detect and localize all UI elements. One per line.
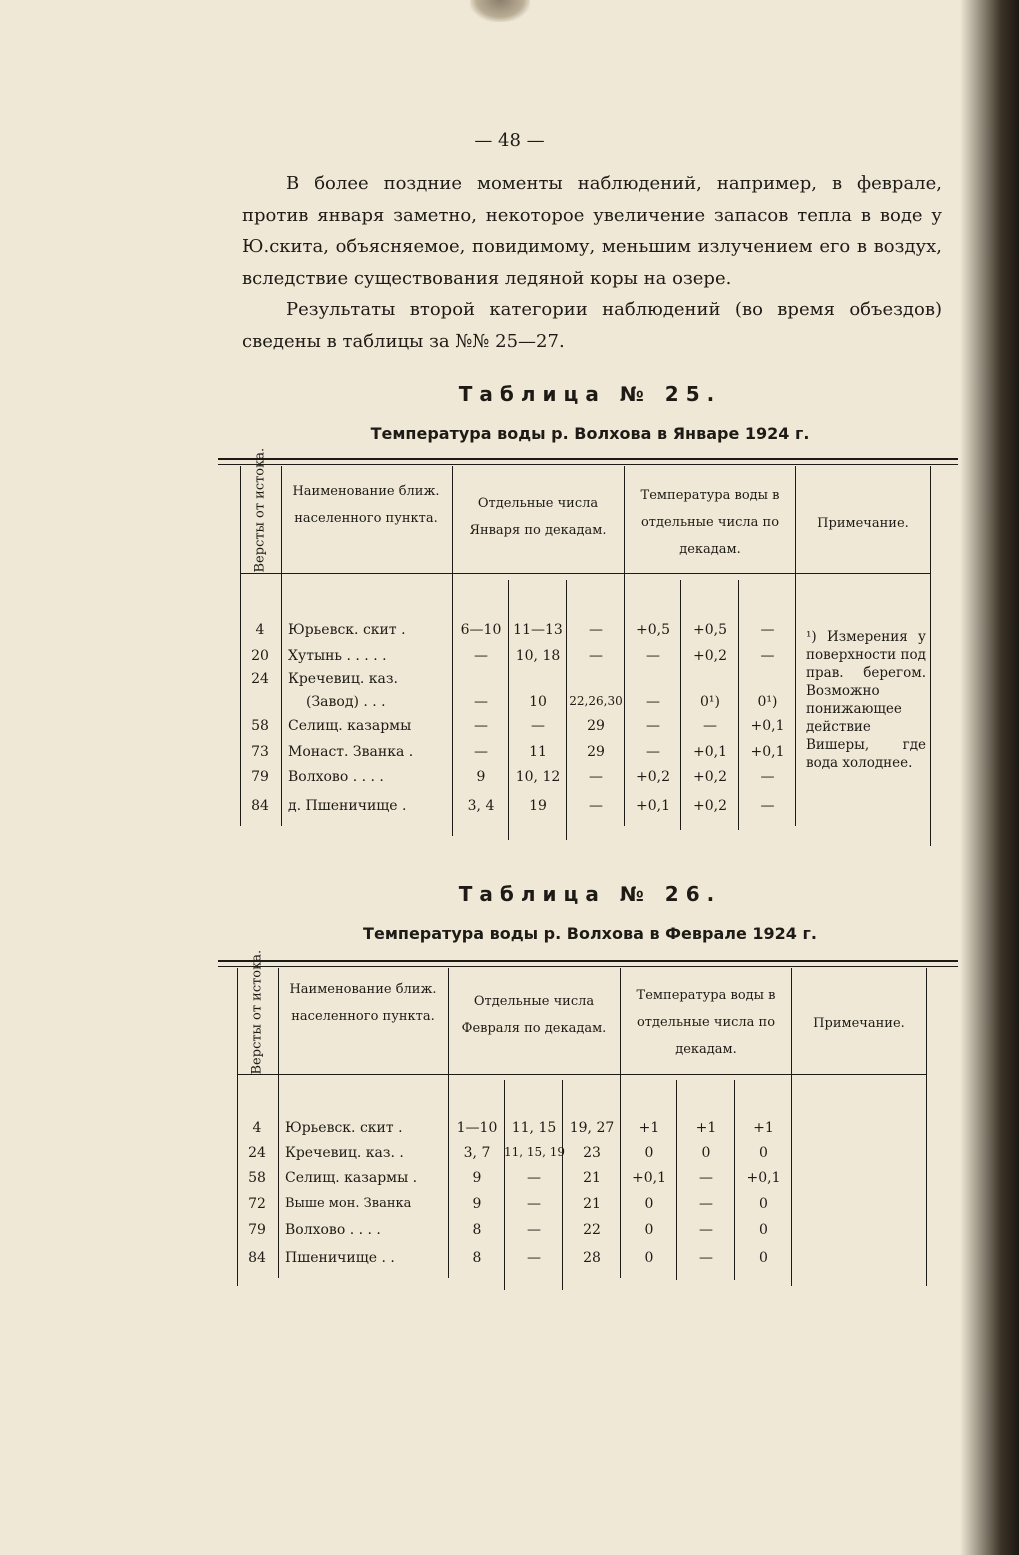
cell-versts: 72	[248, 1196, 266, 1212]
cell-day-1: 6—10	[460, 622, 502, 638]
table26-header-days: Отдельные числа Февраля по декадам.	[461, 994, 607, 1036]
page-edge-notch	[470, 0, 530, 22]
cell-day-2: 10	[529, 694, 547, 710]
cell-temp-1: 0	[644, 1145, 654, 1161]
table26-row	[0, 1120, 1019, 1146]
table26-row	[0, 1222, 1019, 1248]
cell-day-2: 11—13	[513, 622, 563, 638]
cell-temp-1: —	[646, 744, 660, 760]
table26-header-versts: Версты от истока.	[249, 949, 265, 1075]
cell-temp-2: +1	[695, 1120, 717, 1136]
table25-top-rule	[218, 458, 958, 460]
paragraph-1: В более поздние моменты наблюдений, например, в феврале, против января заметно, некоторое увеличение запасов тепла в воде у Ю.скита, объясняемое, повидимому, меньшим излучением его в воздух, вследствие существования ледяной коры на озере.	[242, 173, 942, 289]
cell-temp-3: 0	[759, 1250, 768, 1266]
cell-day-2: 10, 12	[515, 769, 561, 785]
cell-name: Хутынь . . . . .	[288, 648, 387, 664]
cell-day-1: —	[474, 718, 488, 734]
cell-versts: 84	[248, 1250, 266, 1266]
table25-header-rule	[240, 573, 930, 574]
cell-day-3: 22	[583, 1222, 601, 1238]
cell-versts: 58	[251, 718, 269, 734]
cell-temp-1: +1	[638, 1120, 660, 1136]
table26-row	[0, 1196, 1019, 1222]
cell-day-2: —	[527, 1250, 541, 1266]
cell-day-3: 22,26,30	[569, 694, 623, 708]
table25-row	[0, 798, 1019, 824]
cell-day-2: —	[527, 1170, 541, 1186]
cell-temp-2: +0,1	[693, 744, 727, 760]
cell-day-1: 3, 7	[463, 1145, 491, 1161]
cell-day-1: 9	[476, 769, 486, 785]
cell-temp-3: +0,1	[750, 718, 785, 734]
table26-header-rule	[237, 1074, 927, 1075]
cell-day-3: 28	[583, 1250, 601, 1266]
cell-versts: 4	[255, 622, 265, 638]
cell-name: Юрьевск. скит .	[285, 1120, 403, 1136]
cell-temp-1: +0,1	[632, 1170, 666, 1186]
cell-day-3: 29	[587, 744, 605, 760]
cell-day-3: 21	[583, 1196, 601, 1212]
cell-name: Монаст. Званка .	[288, 744, 414, 760]
table26-row	[0, 1170, 1019, 1196]
table25-header-days: Отдельные числа Января по декадам.	[469, 496, 607, 538]
cell-versts: 79	[251, 769, 269, 785]
cell-day-2: 19	[529, 798, 547, 814]
cell-temp-3: +0,1	[750, 744, 785, 760]
cell-name: Кречевиц. каз.	[288, 671, 398, 687]
cell-temp-2: +0,2	[693, 648, 727, 664]
cell-day-2: —	[527, 1222, 541, 1238]
cell-temp-1: —	[646, 718, 660, 734]
table26-subtitle: Температура воды р. Волхова в Феврале 1924 г.	[363, 924, 817, 943]
cell-day-3: 23	[583, 1145, 601, 1161]
cell-temp-3: 0¹)	[757, 694, 778, 710]
cell-versts: 24	[248, 1145, 266, 1161]
cell-day-3: 21	[583, 1170, 601, 1186]
cell-name: Волхово . . . .	[285, 1222, 381, 1238]
cell-day-1: 1—10	[456, 1120, 498, 1136]
cell-day-3: 29	[587, 718, 605, 734]
cell-temp-2: —	[699, 1170, 713, 1186]
body-text	[242, 168, 942, 357]
table26-top-rule-thin	[218, 966, 958, 967]
cell-day-3: —	[589, 648, 603, 664]
cell-name: Пшеничище . .	[285, 1250, 395, 1266]
table25-header-name: Наименование ближ. населенного пункта.	[292, 484, 440, 526]
cell-day-1: 8	[472, 1222, 482, 1238]
cell-day-1: —	[474, 648, 488, 664]
cell-name: Выше мон. Званка	[285, 1196, 412, 1211]
cell-day-3: —	[589, 769, 603, 785]
cell-name: (Завод) . . .	[306, 694, 386, 710]
cell-day-1: 3, 4	[467, 798, 495, 814]
table25-header-note: Примечание.	[817, 516, 909, 531]
cell-name: Кречевиц. каз. .	[285, 1145, 404, 1161]
cell-versts: 79	[248, 1222, 266, 1238]
table25-header-versts: Версты от истока.	[252, 447, 268, 573]
cell-name: д. Пшеничище .	[288, 798, 407, 814]
cell-day-1: 9	[472, 1170, 482, 1186]
cell-day-3: 19, 27	[569, 1120, 615, 1136]
cell-temp-2: 0¹)	[700, 694, 720, 710]
cell-temp-1: 0	[644, 1222, 654, 1238]
table26-header-name: Наименование ближ. населенного пункта.	[289, 982, 437, 1024]
table26-row	[0, 1250, 1019, 1276]
table25-title: Таблица № 25.	[458, 382, 722, 406]
cell-day-3: —	[589, 622, 603, 638]
cell-day-2: 10, 18	[515, 648, 561, 664]
table25-top-rule-thin	[218, 464, 958, 465]
cell-temp-1: —	[646, 648, 660, 664]
cell-versts: 58	[248, 1170, 266, 1186]
cell-temp-2: +0,2	[693, 798, 727, 814]
table26-row	[0, 1145, 1019, 1171]
table25-footnote: ¹) Измерения у поверхности под прав. берегом. Возможно понижающее действие Вишеры, где вода холоднее.	[806, 629, 926, 771]
cell-versts: 20	[251, 648, 269, 664]
cell-day-2: 11, 15	[511, 1120, 557, 1136]
cell-temp-3: 0	[759, 1196, 768, 1212]
cell-temp-1: +0,5	[636, 622, 670, 638]
cell-day-2: 11, 15, 19	[504, 1145, 566, 1159]
cell-versts: 24	[251, 671, 269, 687]
cell-temp-3: 0	[759, 1222, 768, 1238]
cell-day-2: —	[527, 1196, 541, 1212]
cell-temp-1: 0	[644, 1196, 654, 1212]
cell-day-1: 8	[472, 1250, 482, 1266]
cell-temp-2: —	[699, 1196, 713, 1212]
cell-day-1: —	[474, 744, 488, 760]
paragraph-2: Результаты второй категории наблюдений (во время объездов) сведены в таблицы за №№ 25—27.	[242, 299, 942, 352]
cell-temp-3: +1	[753, 1120, 774, 1136]
cell-day-1: —	[474, 694, 488, 710]
table26-header-temp: Температура воды в отдельные числа по декадам.	[636, 988, 776, 1057]
cell-temp-2: +0,2	[693, 769, 727, 785]
cell-temp-1: +0,1	[636, 798, 670, 814]
cell-temp-2: —	[699, 1250, 713, 1266]
cell-versts: 73	[251, 744, 269, 760]
cell-temp-3: —	[760, 648, 775, 664]
cell-day-1: 9	[472, 1196, 482, 1212]
cell-temp-1: —	[646, 694, 660, 710]
table25-row	[0, 769, 1019, 795]
page-number: — 48 —	[474, 130, 545, 151]
table25-header-temp: Температура воды в отдельные числа по декадам.	[640, 488, 780, 557]
cell-temp-2: 0	[701, 1145, 711, 1161]
table26-top-rule	[218, 960, 958, 962]
cell-versts: 84	[251, 798, 269, 814]
cell-day-3: —	[589, 798, 603, 814]
cell-temp-2: +0,5	[693, 622, 727, 638]
cell-temp-1: 0	[644, 1250, 654, 1266]
cell-temp-1: +0,2	[636, 769, 670, 785]
cell-name: Селищ. казармы .	[285, 1170, 418, 1186]
cell-name: Селищ. казармы	[288, 718, 412, 734]
cell-versts: 4	[252, 1120, 262, 1136]
cell-temp-3: +0,1	[746, 1170, 781, 1186]
cell-temp-3: —	[760, 769, 775, 785]
cell-name: Волхово . . . .	[288, 769, 384, 785]
cell-day-2: 11	[529, 744, 547, 760]
cell-temp-3: —	[760, 622, 775, 638]
cell-temp-2: —	[703, 718, 717, 734]
cell-temp-3: —	[760, 798, 775, 814]
cell-temp-2: —	[699, 1222, 713, 1238]
table26-title: Таблица № 26.	[458, 882, 722, 906]
cell-day-2: —	[531, 718, 545, 734]
cell-temp-3: 0	[759, 1145, 768, 1161]
table25-subtitle: Температура воды р. Волхова в Январе 1924 г.	[370, 424, 810, 443]
cell-name: Юрьевск. скит .	[288, 622, 406, 638]
table26-header-note: Примечание.	[813, 1016, 905, 1031]
